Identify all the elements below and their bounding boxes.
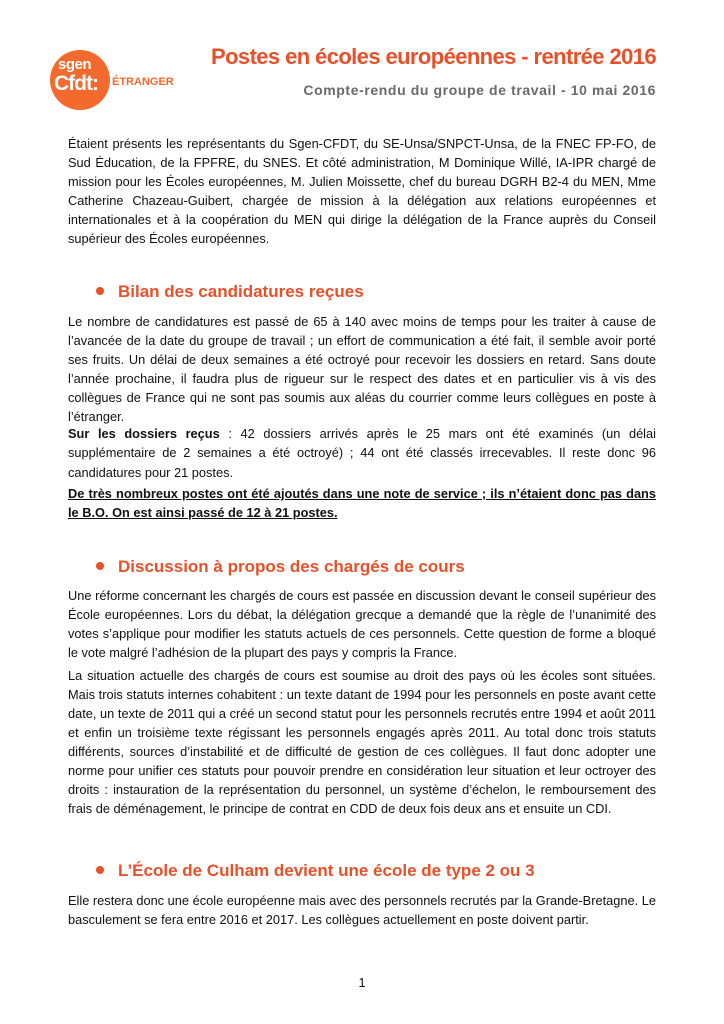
dossiers-lead: Sur les dossiers reçus bbox=[68, 426, 220, 441]
section-heading-culham bbox=[96, 861, 535, 881]
bullet-icon bbox=[96, 562, 104, 570]
situation-paragraph: La situation actuelle des chargés de cours est soumise au droit des pays où les écoles sont situées. Mais trois statuts internes cohabitent : un texte datant de 1994 pour les personnels en poste avant cette date, un texte de 2011 qui a créé un second statut pour les personnels recrutés entre 1994 et août 2011 et enfin un troisième texte régissant les personnels engagés après 2011. Au total donc trois statuts différents, sources d’instabilité et de difficulté de gestion de ces collègues. Il faut donc adopter une norme pour unifier ces statuts pour pouvoir prendre en considération leur situation et leur octroyer des droits : instauration de la représentation du personnel, un système d’échelon, le remboursement des frais de déménagement, le principe de contrat en CDD de deux fois deux ans et ensuite un CDI. bbox=[68, 668, 656, 816]
section-heading-text: Discussion à propos des chargés de cours bbox=[118, 557, 465, 576]
dossiers-text: : 42 dossiers arrivés après le 25 mars ont été examinés (un délai supplémentaire de 2 semaines a été octroyé) ; 44 ont été classés irrecevables. Il reste donc 96 candidatures pour 21 postes. bbox=[68, 426, 656, 480]
bullet-icon bbox=[96, 866, 104, 874]
sgen-cfdt-logo bbox=[50, 50, 180, 108]
postes-note-paragraph: De très nombreux postes ont été ajoutés dans une note de service ; ils n’étaient donc pas dans le B.O. On est ainsi passé de 12 à 21 postes. bbox=[68, 486, 656, 520]
document-title: Postes en écoles européennes - rentrée 2016 bbox=[211, 44, 656, 69]
candidatures-paragraph: Le nombre de candidatures est passé de 65 à 140 avec moins de temps pour les traiter à cause de l’avancée de la date du groupe de travail ; un effort de communication a été fait, il semble avoir porté ses fruits. Un délai de deux semaines a été octroyé pour recevoir les dossiers en retard. Sans doute l’année prochaine, il faudra plus de rigueur sur le respect des dates et en particulier vis à vis des collègues de France qui ne sont pas soumis aux aléas du courrier comme leurs collègues en poste à l’étranger. bbox=[68, 314, 656, 424]
logo-etranger-text: ÉTRANGER bbox=[112, 76, 174, 88]
reforme-paragraph: Une réforme concernant les chargés de cours est passée en discussion devant le conseil supérieur des École européennes. Lors du débat, la délégation grecque a demandé que la règle de l’unanimité des votes s’applique pour modifier les statuts actuels de ces personnels. Cette question de forme a bloqué le vote malgré l’adhésion de la plupart des pays y compris la France. bbox=[68, 588, 656, 660]
culham-paragraph: Elle restera donc une école européenne mais avec des personnels recrutés par la Grande-Bretagne. Le basculement se fera entre 2016 et 2017. Les collègues actuellement en poste doivent partir. bbox=[68, 893, 656, 927]
section-heading-text: L’École de Culham devient une école de type 2 ou 3 bbox=[118, 861, 535, 880]
section-heading-text: Bilan des candidatures reçues bbox=[118, 282, 364, 301]
logo-sgen-text: sgen bbox=[58, 56, 92, 73]
section-heading-candidatures bbox=[96, 282, 364, 302]
intro-paragraph: Étaient présents les représentants du Sgen-CFDT, du SE-Unsa/SNPCT-Unsa, de la FNEC FP-FO, de Sud Éducation, de la FPFRE, du SNES. Et côté administration, M Dominique Willé, IA-IPR chargé de mission pour les Écoles européennes, M. Julien Moissette, chef du bureau DGRH B2-4 du MEN, Mme Catherine Chazeau-Guibert, chargée de mission à la délégation aux relations européennes et internationales et à la coopération du MEN qui dirige la délégation de la France auprès du Conseil supérieur des Écoles européennes. bbox=[68, 136, 656, 246]
logo-cfdt-text: Cfdt: bbox=[54, 72, 98, 95]
section-heading-charges-de-cours bbox=[96, 557, 465, 577]
document-subtitle: Compte-rendu du groupe de travail - 10 mai 2016 bbox=[303, 82, 656, 98]
page-number: 1 bbox=[358, 975, 366, 990]
dossiers-paragraph bbox=[68, 424, 656, 482]
bullet-icon bbox=[96, 287, 104, 295]
